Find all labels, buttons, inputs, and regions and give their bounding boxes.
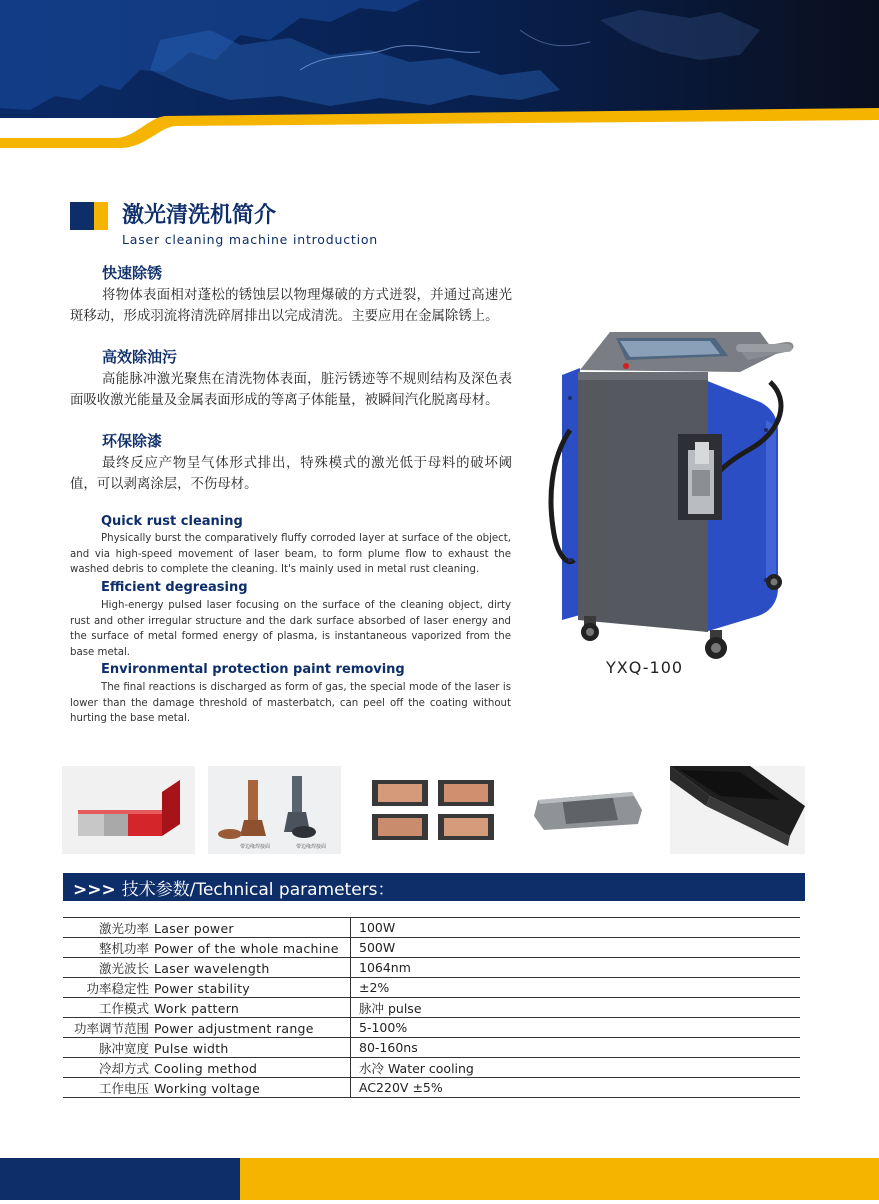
sample-image-rust-steel: [62, 766, 195, 854]
param-value: 500W: [351, 938, 801, 958]
section-title-icon: [70, 202, 108, 230]
param-label-cn: 工作电压: [98, 1080, 149, 1096]
param-label-cn: 工作模式: [98, 1000, 149, 1016]
param-value: 1064nm: [351, 958, 801, 978]
feature-cn-text: 将物体表面相对蓬松的锈蚀层以物理爆破的方式迸裂，并通过高速光斑移动，形成羽流将清洗碎屑排出以完成清洗。主要应用在金属除锈上。: [70, 288, 512, 324]
sample-image-black-channel: [670, 766, 805, 854]
sample-caption-right: 带边缘焊接面: [296, 844, 327, 850]
technical-parameters-header: [63, 873, 805, 901]
footer-band: [0, 1158, 879, 1200]
param-label-en: Power adjustment range: [154, 1020, 314, 1036]
world-map-banner-graphic: [0, 0, 879, 150]
feature-en-text: Physically burst the comparatively fluffy corroded layer at surface of the object, and via high-speed movement of laser beam, to form plume flow to exhaust the washed debris to complete the cleaning. It's mainly used in metal rust cleaning.: [70, 533, 511, 575]
laser-cleaning-machine-image: [540, 320, 810, 670]
param-label-cn: 整机功率: [98, 940, 149, 956]
param-label-en: Laser wavelength: [154, 960, 270, 976]
param-value: 100W: [351, 918, 801, 938]
feature-en-text: High-energy pulsed laser focusing on the surface of the cleaning object, dirty rust and other irregular structure and the dark surface absorbed of laser energy and the surface of metal formed energy of plasma, is instantaneous vaporized from the base metal.: [70, 600, 511, 658]
table-row: [63, 938, 800, 958]
table-row: [63, 918, 800, 938]
table-row: [63, 1038, 800, 1058]
param-label-cn: 冷却方式: [98, 1060, 149, 1076]
section-title-cn: 激光清洗机简介: [122, 203, 277, 228]
param-label-en: Cooling method: [154, 1060, 258, 1076]
section-title-en: Laser cleaning machine introduction: [122, 232, 379, 247]
product-model-label: YXQ-100: [606, 658, 684, 677]
feature-en-text: The final reactions is discharged as form of gas, the special mode of the laser is lower than the damage threshold of masterbatch, can peel off the coating without hurting the base metal.: [70, 682, 511, 724]
table-row: [63, 1078, 800, 1098]
param-value: 脉冲 pulse: [351, 998, 801, 1018]
technical-parameters-title: 技术参数/Technical parameters：: [121, 880, 395, 900]
chevrons-icon: >>>: [73, 880, 116, 900]
feature-cn-heading: 高效除油污: [102, 348, 178, 366]
feature-en-heading: Quick rust cleaning: [101, 514, 243, 529]
param-value: 80-160ns: [351, 1038, 801, 1058]
technical-parameters-table: [63, 917, 800, 1098]
feature-en-heading: Efficient degreasing: [101, 580, 248, 595]
header-banner: [0, 0, 879, 150]
feature-cn-text: 最终反应产物呈气体形式排出，特殊模式的激光低于母料的破坏阈值，可以剥离涂层，不伤母材。: [70, 456, 512, 492]
param-value: 水冷 Water cooling: [351, 1058, 801, 1078]
param-label-en: Laser power: [154, 920, 234, 936]
param-label-cn: 功率调节范围: [73, 1020, 149, 1036]
table-row: [63, 958, 800, 978]
param-label-en: Working voltage: [154, 1080, 261, 1096]
param-label-en: Work pattern: [154, 1000, 240, 1016]
param-value: 5-100%: [351, 1018, 801, 1038]
param-value: ±2%: [351, 978, 801, 998]
param-label-cn: 激光波长: [98, 960, 149, 976]
sample-caption-left: 带边缘焊接面: [240, 844, 271, 850]
feature-en-heading: Environmental protection paint removing: [101, 662, 405, 677]
sample-image-parts: [208, 766, 341, 854]
sample-image-copper-panels: [366, 766, 496, 854]
param-label-en: Power of the whole machine: [154, 940, 339, 956]
table-row: [63, 1058, 800, 1078]
feature-cn-heading: 快速除锈: [102, 264, 163, 282]
feature-cn-text: 高能脉冲激光聚焦在清洗物体表面，脏污锈迹等不规则结构及深色表面吸收激光能量及金属表面形成的等离子体能量，被瞬间汽化脱离母材。: [70, 372, 512, 408]
param-label-en: Pulse width: [154, 1040, 229, 1056]
sample-image-metal-plate: [522, 766, 652, 854]
table-row: [63, 978, 800, 998]
feature-cn-heading: 环保除漆: [102, 432, 163, 450]
param-label-cn: 激光功率: [98, 920, 149, 936]
param-value: AC220V ±5%: [351, 1078, 801, 1098]
table-row: [63, 1018, 800, 1038]
param-label-cn: 功率稳定性: [86, 980, 149, 996]
table-row: [63, 998, 800, 1018]
param-label-en: Power stability: [154, 980, 250, 996]
param-label-cn: 脉冲宽度: [98, 1040, 149, 1056]
